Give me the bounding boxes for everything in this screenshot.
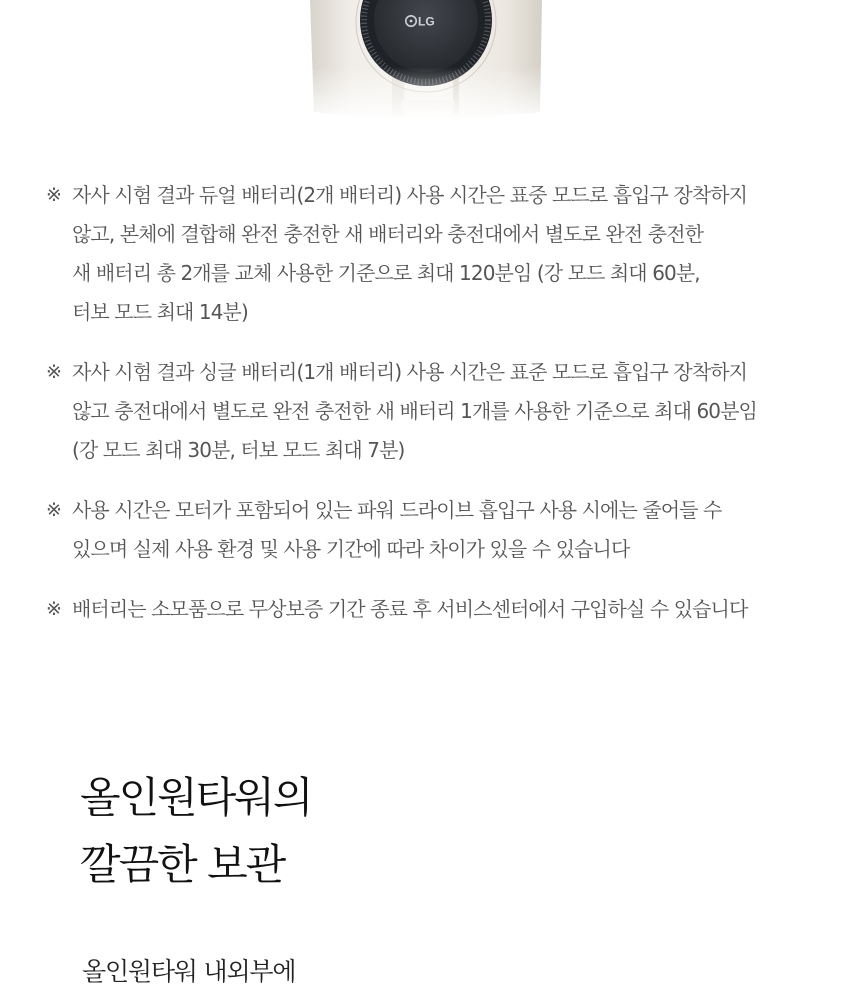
note-item: [46, 353, 836, 470]
note-text: 자사 시험 결과 싱글 배터리(1개 배터리) 사용 시간은 표준 모드로 흡입구 장착하지 않고 충전대에서 별도로 완전 충전한 새 배터리 1개를 사용한 기준으로 최대 60분임 (강 모드 최대 30분, 터보 모드 최대 7분): [72, 360, 757, 462]
reference-mark: ※: [46, 499, 62, 521]
note-text: 배터리는 소모품으로 무상보증 기간 종료 후 서비스센터에서 구입하실 수 있습니다: [72, 597, 748, 621]
reference-mark: ※: [46, 361, 62, 383]
product-image: [308, 0, 544, 122]
reference-mark: ※: [46, 598, 62, 620]
note-item: [46, 491, 836, 569]
note-item: [46, 176, 836, 332]
reference-mark: ※: [46, 184, 62, 206]
vacuum-station-illustration: [308, 0, 544, 122]
battery-notes-list: [46, 176, 836, 629]
note-item: [46, 590, 836, 629]
note-text: 자사 시험 결과 듀얼 배터리(2개 배터리) 사용 시간은 표중 모드로 흡입구 장착하지 않고, 본체에 결합해 완전 충전한 새 배터리와 충전대에서 별도로 완전 충전한 새 배터리 총 2개를 교체 사용한 기준으로 최대 120분임 (강 모드 최대 60분, 터보 모드 최대 14분): [72, 183, 748, 324]
section-description: 올인원타워 내외부에: [82, 957, 296, 986]
section-title: 올인원타워의 깔끔한 보관: [80, 773, 312, 889]
note-text: 사용 시간은 모터가 포함되어 있는 파워 드라이브 흡입구 사용 시에는 줄어들 수 있으며 실제 사용 환경 및 사용 기간에 따라 차이가 있을 수 있습니다: [72, 498, 722, 561]
